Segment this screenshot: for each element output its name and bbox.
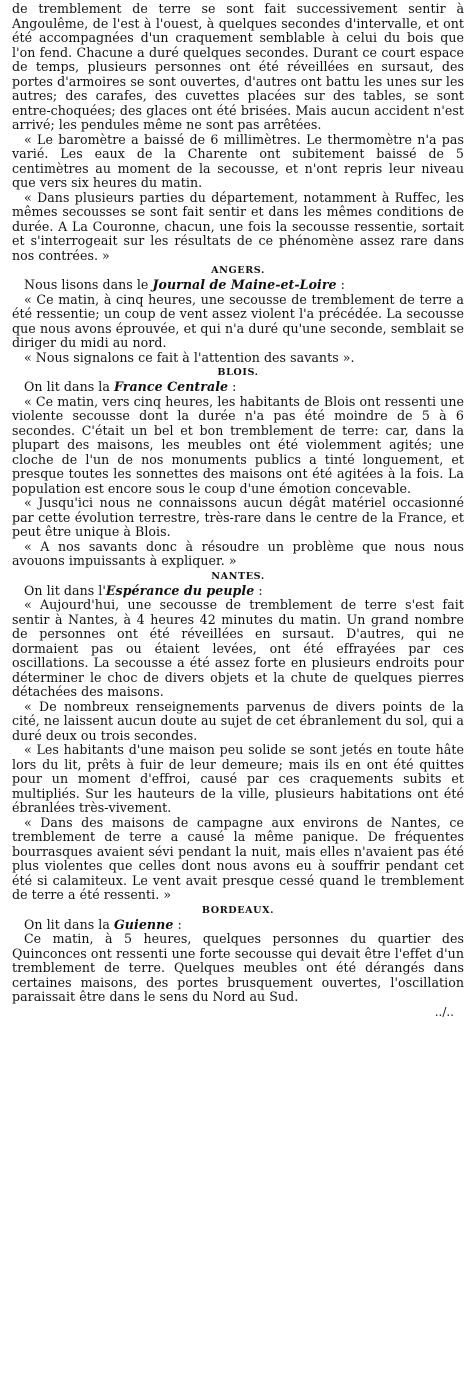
newspaper-source-title: Journal de Maine-et-Loire <box>152 277 337 292</box>
newspaper-source-title: France Centrale <box>114 379 229 394</box>
newspaper-source-title: Guienne <box>114 916 174 932</box>
article-paragraph: « Ce matin, à cinq heures, une secousse de tremblement de terre a été ressentie; un coup de vent assez violent l'a précédée. La secousse que nous avons éprouvée, et qui n'a duré qu'une seconde, semblait se diriger du midi au nord. <box>12 291 464 350</box>
article-paragraph: « Aujourd'hui, une secousse de tremblement de terre s'est fait sentir à Nantes, à 4 heures 42 minutes du matin. Un grand nombre de personnes ont été réveillées en sursaut. D'autres, qui ne dormaient pas ou étaient levées, ont été effrayées par ces oscillations. La secousse a été assez forte en plusieurs endroits pour déterminer le choc de divers objets et la chute de quelques pierres détachées des maisons. <box>12 597 464 699</box>
article-paragraph: de tremblement de terre se sont fait successivement sentir à Angoulême, de l'est à l'ouest, à quelques secondes d'intervalle, et ont été accompagnées d'un craquement semblable à celui du bois que l'on fend. Chacune a duré quelques secondes. Durant ce court espace de temps, plusieurs personnes ont été réveillées en sursaut, des portes d'armoires se sont ouvertes, d'autres ont battu les unes sur les autres; des carafes, des cuvettes placées sur des tables, se sont entre-choquées; des glaces ont été brisées. Mais aucun accident n'est arrivé; les pendules même ne sont pas arrêtées. <box>12 1 464 132</box>
source-intro-nantes <box>12 584 464 599</box>
newspaper-column <box>12 0 464 1019</box>
newspaper-source-title: Espérance du peuple <box>105 582 255 598</box>
intro-text: Nous lisons dans le <box>24 277 153 292</box>
intro-text: : <box>228 379 237 394</box>
article-paragraph: « Ce matin, vers cinq heures, les habitants de Blois ont ressenti une violente secousse dont la durée n'a pas été moindre de 5 à 6 secondes. C'était un bel et bon tremblement de terre: car, dans la plupart des maisons, les meubles ont été violemment agités; une cloche de l'un de nos monuments publics a tinté longuement, et presque toutes les sonnettes des maisons ont été agitées à la fois. La population est encore sous le coup d'une émotion concevable. <box>12 393 464 496</box>
article-paragraph: « Dans plusieurs parties du département, notamment à Ruffec, les mêmes secousses se sont fait sentir et dans les mêmes conditions de durée. A La Couronne, chacun, une fois la secousse ressentie, sortait et s'interrogeait sur les résultats de ce phénomène assez rare dans nos contrées. » <box>12 189 464 263</box>
section-heading-nantes: NANTES. <box>211 570 265 582</box>
article-paragraph: Ce matin, à 5 heures, quelques personnes du quartier des Quinconces ont ressenti une forte secousse qui devait être l'effet d'un tremblement de terre. Quelques meubles ont été dérangés dans certaines maisons, des portes brusquement ouvertes, l'oscillation paraissait être dans le sens du Nord au Sud. <box>12 931 464 1004</box>
intro-text: : <box>173 916 182 932</box>
section-heading-angers: ANGERS. <box>211 265 265 276</box>
article-paragraph: « Dans des maisons de campagne aux environs de Nantes, ce tremblement de terre a causé la même panique. De fréquentes bourrasques avaient sévi pendant la nuit, mais elles n'avaient pas été plus violentes que celles dont nous avons eu à souffrir pendant cet été si calamiteux. Le vent avait presque cessé quand le tremblement de terre a été ressenti. » <box>12 814 464 902</box>
section-heading-blois: BLOIS. <box>217 367 259 378</box>
article-paragraph: « De nombreux renseignements parvenus de divers points de la cité, ne laissent aucun doute au sujet de cet ébranlement du sol, qui a duré deux ou trois secondes. <box>12 698 464 743</box>
article-paragraph: « Nous signalons ce fait à l'attention des savants ». <box>24 349 355 365</box>
source-intro-bordeaux <box>12 918 464 933</box>
intro-text: On lit dans la <box>24 916 114 932</box>
intro-text: On lit dans la <box>24 379 114 394</box>
source-intro-angers <box>12 278 464 293</box>
intro-text: : <box>336 277 345 292</box>
article-paragraph: « Jusqu'ici nous ne connaissons aucun dégât matériel occasionné par cette évolution terrestre, très-rare dans le centre de la France, et peut être unique à Blois. <box>12 495 464 539</box>
intro-text: : <box>254 582 263 598</box>
article-paragraph: « Les habitants d'une maison peu solide se sont jetés en toute hâte lors du lit, prêts à fuir de leur demeure; mais ils en ont été quittes pour un moment d'effroi, causé par ces craquements subits et multipliés. Sur les hauteurs de la ville, plusieurs habitations ont été ébranlées très-vivement. <box>12 742 464 815</box>
article-paragraph: « Le baromètre a baissé de 6 millimètres. Le thermomètre n'a pas varié. Les eaux de la Charente ont subitement baissé de 5 centimètres au moment de la secousse, et n'ont repris leur niveau que vers six heures du matin. <box>12 131 464 190</box>
intro-text: On lit dans l' <box>24 582 106 598</box>
article-paragraph: « A nos savants donc à résoudre un problème que nous nous avouons impuissants à expliquer. » <box>12 538 464 568</box>
source-intro-blois <box>12 380 464 395</box>
continuation-mark: ../.. <box>434 1004 454 1019</box>
section-heading-bordeaux: BORDEAUX. <box>201 904 275 916</box>
